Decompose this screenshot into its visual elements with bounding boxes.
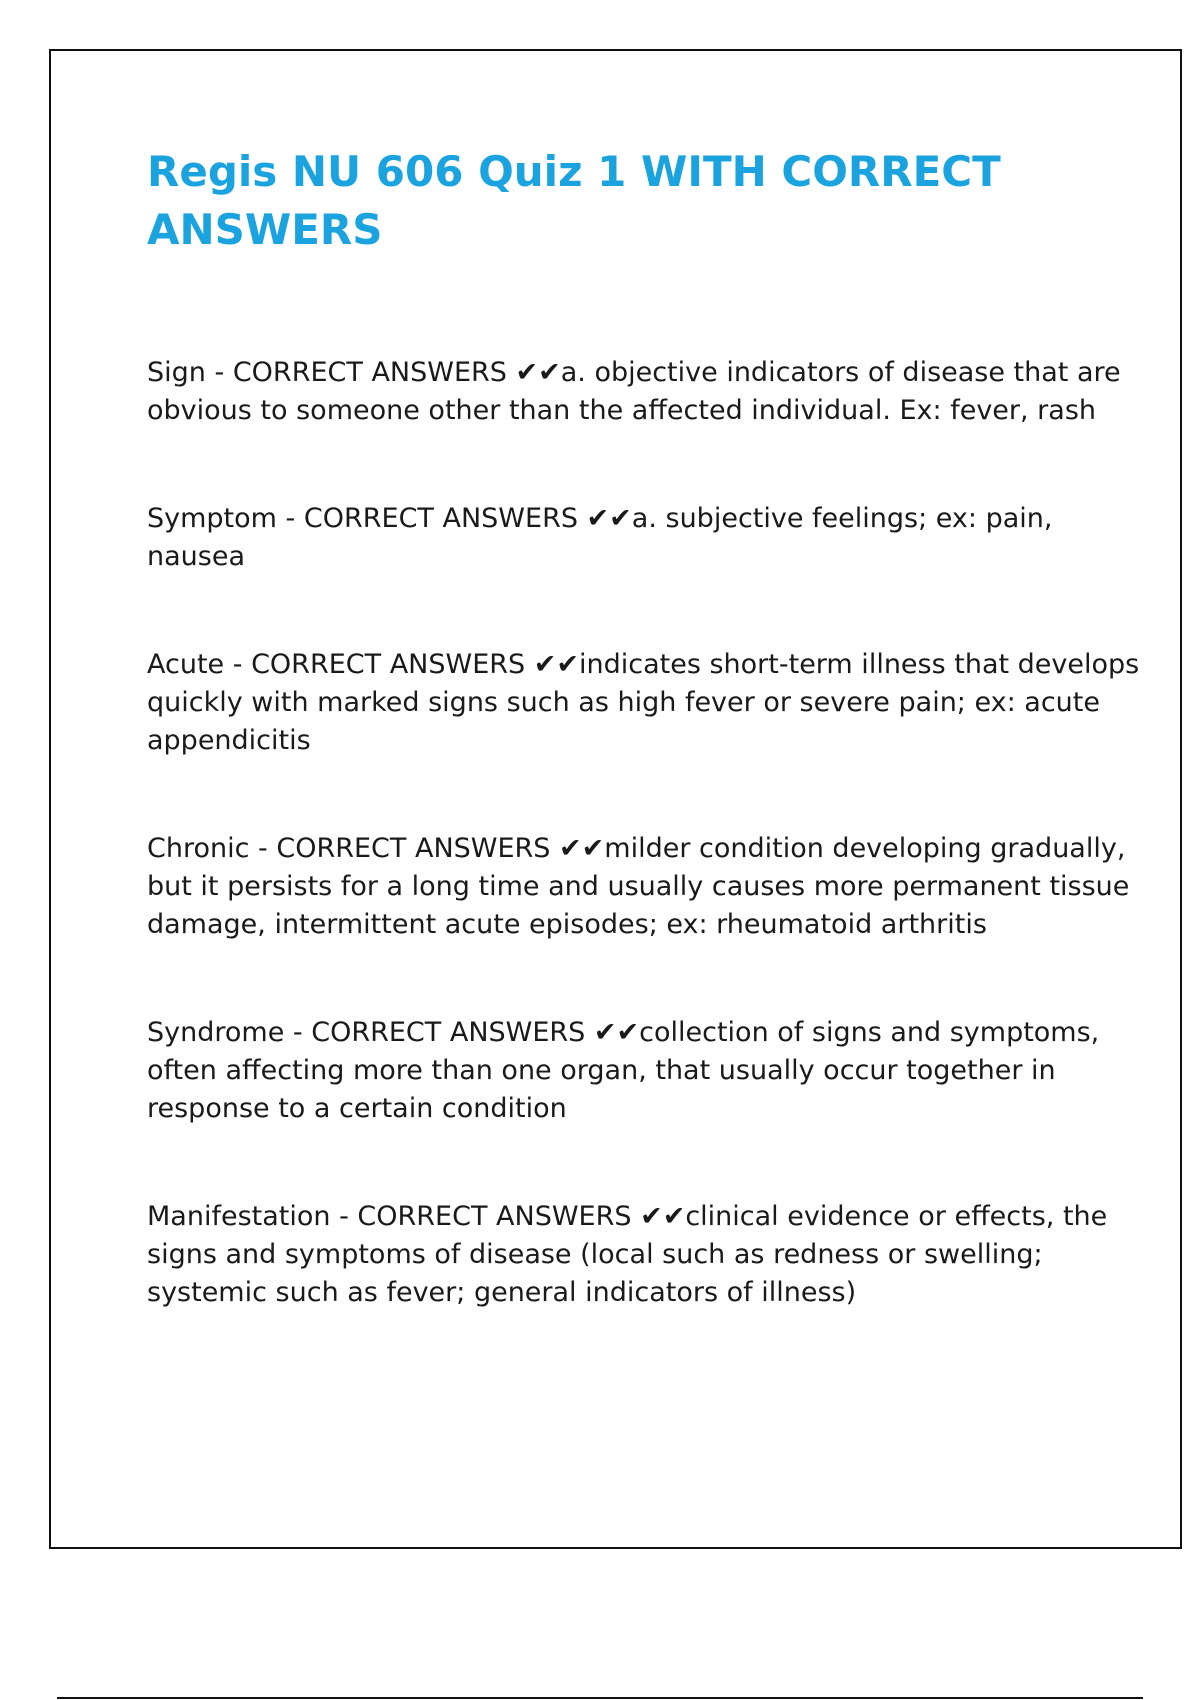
document-page — [49, 49, 1182, 1549]
flashcard-definition: indicates short-term illness that develops quickly with marked signs such as high fever or severe pain; ex: acute appendicitis — [147, 649, 1140, 756]
flashcard-item — [147, 1014, 1147, 1128]
flashcard-definition: collection of signs and symptoms, often affecting more than one organ, that usually occur together in response to a certain condition — [147, 1017, 1100, 1124]
correct-answer-marker: CORRECT ANSWERS ✔✔ — [303, 503, 632, 534]
term-separator: - — [224, 649, 252, 680]
flashcard-list — [147, 354, 1147, 1382]
correct-answer-marker: CORRECT ANSWERS ✔✔ — [232, 357, 561, 388]
flashcard-definition: clinical evidence or effects, the signs and symptoms of disease (local such as redness or swelling; systemic such as fever; general indicators of illness) — [147, 1201, 1108, 1308]
flashcard-item — [147, 500, 1147, 576]
flashcard-definition: a. objective indicators of disease that are obvious to someone other than the affected individual. Ex: fever, rash — [147, 357, 1121, 426]
correct-answer-marker: CORRECT ANSWERS ✔✔ — [276, 833, 605, 864]
flashcard-definition: milder condition developing gradually, but it persists for a long time and usually causes more permanent tissue damage, intermittent acute episodes; ex: rheumatoid arthritis — [147, 833, 1130, 940]
flashcard-term: Acute — [147, 649, 225, 680]
flashcard-definition: a. subjective feelings; ex: pain, nausea — [147, 503, 1053, 572]
flashcard-term: Chronic — [147, 833, 250, 864]
term-separator: - — [284, 1017, 312, 1048]
flashcard-item — [147, 646, 1147, 760]
term-separator: - — [205, 357, 233, 388]
flashcard-term: Manifestation — [147, 1201, 331, 1232]
correct-answer-marker: CORRECT ANSWERS ✔✔ — [311, 1017, 640, 1048]
correct-answer-marker: CORRECT ANSWERS ✔✔ — [251, 649, 579, 680]
correct-answer-marker: CORRECT ANSWERS ✔✔ — [357, 1201, 686, 1232]
term-separator: - — [276, 503, 304, 534]
flashcard-term: Syndrome — [147, 1017, 285, 1048]
term-separator: - — [249, 833, 277, 864]
document-title: Regis NU 606 Quiz 1 WITH CORRECT ANSWERS — [147, 147, 1001, 254]
flashcard-item — [147, 830, 1147, 944]
term-separator: - — [330, 1201, 358, 1232]
flashcard-term: Symptom — [147, 503, 277, 534]
flashcard-item — [147, 1198, 1147, 1312]
flashcard-term: Sign — [147, 357, 206, 388]
flashcard-item — [147, 354, 1147, 430]
footer-divider — [57, 1697, 1143, 1699]
